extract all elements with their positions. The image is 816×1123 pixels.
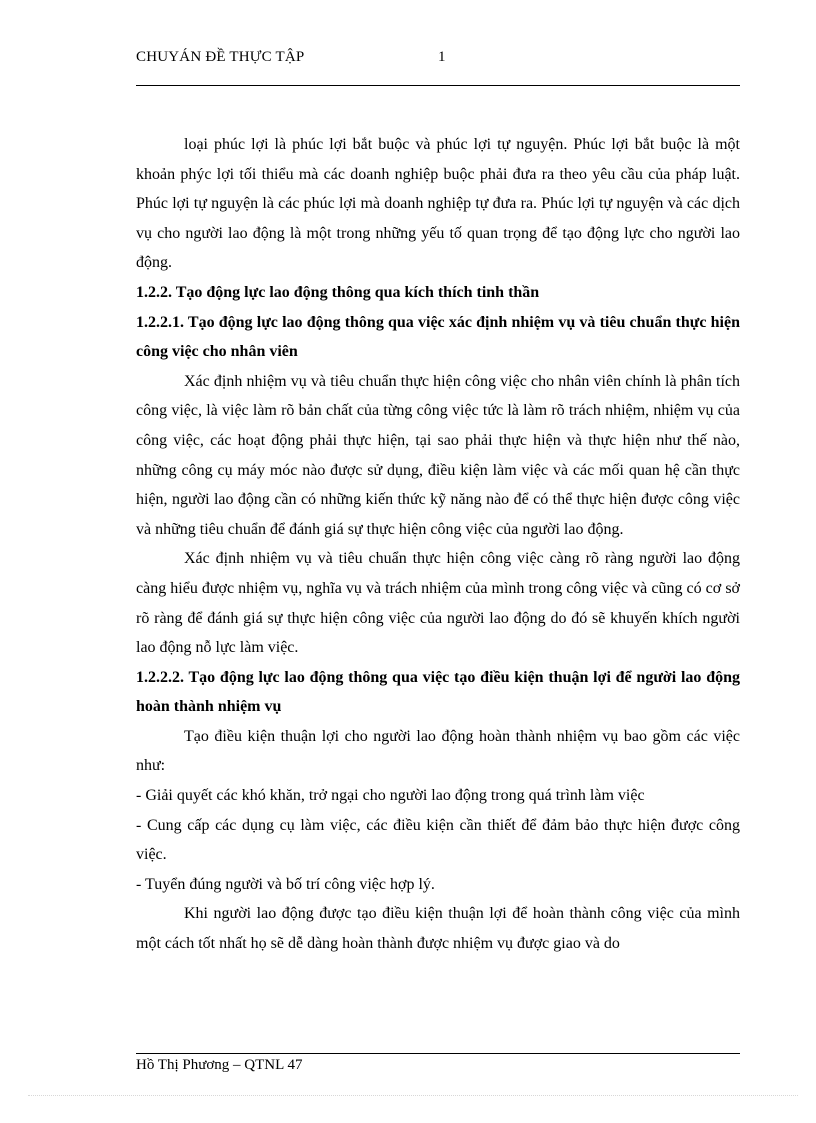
page-edge-divider	[28, 1095, 798, 1096]
paragraph: Xác định nhiệm vụ và tiêu chuẩn thực hiện công việc cho nhân viên chính là phân tích công việc, là việc làm rõ bản chất của từng công việc tức là làm rõ trách nhiệm, nhiệm vụ của công việc, các hoạt động phải thực hiện, tại sao phải thực hiện và thực hiện như thế nào, những công cụ máy móc nào được sử dụng, điều kiện làm việc và các mối quan hệ cần thực hiện, người lao động cần có những kiến thức kỹ năng nào để có thể thực hiện được công việc và những tiêu chuẩn để đánh giá sự thực hiện công việc của người lao động.	[136, 372, 740, 538]
section-heading: 1.2.2. Tạo động lực lao động thông qua kích thích tinh thần	[136, 283, 540, 301]
paragraph: loại phúc lợi là phúc lợi bắt buộc và phúc lợi tự nguyện. Phúc lợi bắt buộc là một khoản phýc lợi tối thiểu mà các doanh nghiệp buộc phải đưa ra theo yêu cầu của pháp luật. Phúc lợi tự nguyện là các phúc lợi mà doanh nghiệp tự đưa ra. Phúc lợi tự nguyện và các dịch vụ cho người lao động là một trong những yếu tố quan trọng để tạo động lực cho người lao động.	[136, 136, 740, 272]
list-item: - Cung cấp các dụng cụ làm việc, các điều kiện cần thiết để đảm bảo thực hiện được công việc.	[136, 816, 740, 864]
page-number: 1	[438, 49, 446, 65]
page-header	[136, 49, 740, 69]
header-rule	[136, 85, 740, 86]
header-title: CHUYÁN ĐỀ THỰC TẬP	[136, 49, 305, 65]
list-item: - Giải quyết các khó khăn, trở ngại cho người lao động trong quá trình làm việc	[136, 787, 645, 805]
list-item: - Tuyển đúng người và bố trí công việc hợp lý.	[136, 875, 435, 893]
footer-rule	[136, 1053, 740, 1054]
paragraph: Xác định nhiệm vụ và tiêu chuẩn thực hiện công việc càng rõ ràng người lao động càng hiểu được nhiệm vụ, nghĩa vụ và trách nhiệm của mình trong công việc và cũng có cơ sở rõ ràng để đánh giá sự thực hiện công việc của người lao động do đó sẽ khuyến khích người lao động nỗ lực làm việc.	[136, 550, 740, 657]
paragraph: Tạo điều kiện thuận lợi cho người lao động hoàn thành nhiệm vụ bao gồm các việc như:	[136, 727, 740, 775]
subsection-heading: 1.2.2.1. Tạo động lực lao động thông qua việc xác định nhiệm vụ và tiêu chuẩn thực hiện công việc cho nhân viên	[136, 313, 740, 361]
footer-text: Hồ Thị Phương – QTNL 47	[136, 1057, 303, 1073]
subsection-heading: 1.2.2.2. Tạo động lực lao động thông qua việc tạo điều kiện thuận lợi để người lao động hoàn thành nhiệm vụ	[136, 668, 740, 716]
document-body	[136, 130, 740, 959]
paragraph: Khi người lao động được tạo điều kiện thuận lợi để hoàn thành công việc của mình một cách tốt nhất họ sẽ dễ dàng hoàn thành được nhiệm vụ được giao và do	[136, 905, 740, 953]
